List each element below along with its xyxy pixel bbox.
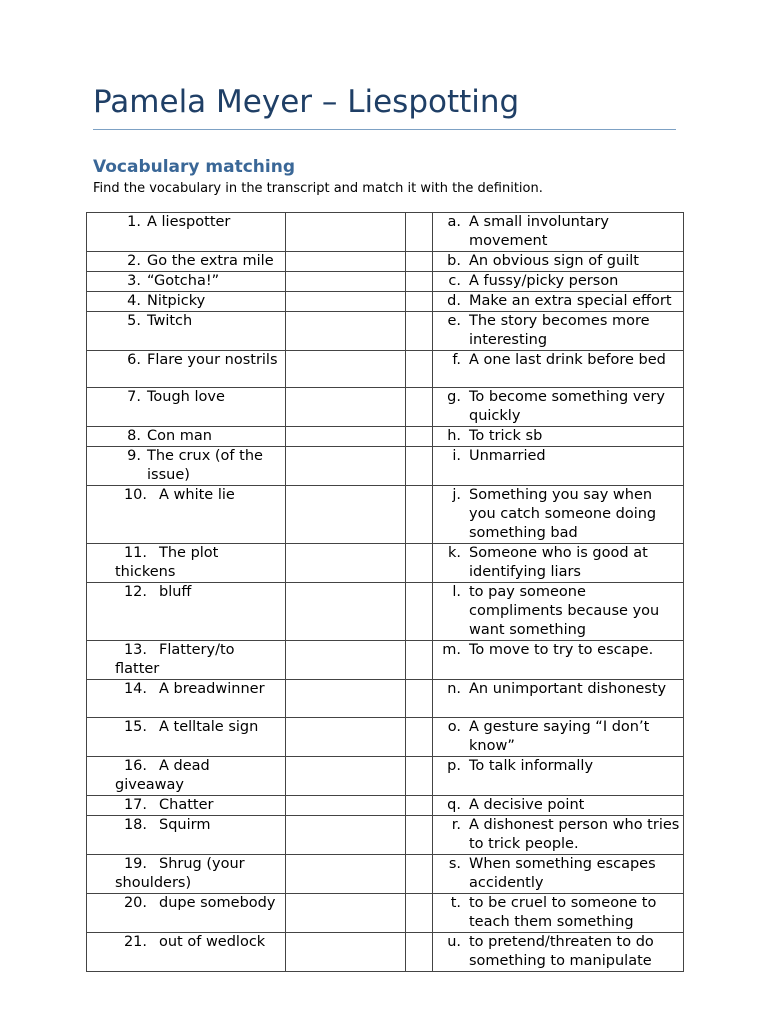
term-number: 2.	[127, 253, 141, 269]
table-row	[87, 757, 684, 796]
answer-cell[interactable]	[286, 933, 406, 972]
definition-letter: c.	[448, 273, 461, 289]
table-row	[87, 855, 684, 894]
table-row	[87, 933, 684, 972]
definition-text: Unmarried	[469, 448, 546, 464]
table-row	[87, 680, 684, 718]
definition-cell	[433, 213, 684, 252]
definition-text: A decisive point	[469, 797, 585, 813]
definition-text: To become something very quickly	[469, 389, 665, 424]
answer-cell[interactable]	[286, 855, 406, 894]
definition-text: Something you say when you catch someone doing something bad	[469, 487, 657, 541]
term-text: Chatter	[159, 797, 214, 813]
definition-cell	[433, 933, 684, 972]
table-row	[87, 312, 684, 351]
definition-letter: m.	[442, 642, 461, 658]
answer-cell[interactable]	[286, 718, 406, 757]
definition-letter: f.	[452, 352, 461, 368]
table-row	[87, 272, 684, 292]
term-number: 10.	[123, 487, 147, 503]
term-text: The crux (of the issue)	[147, 448, 263, 483]
spacer-cell	[406, 641, 433, 680]
instruction-text: Find the vocabulary in the transcript and match it with the definition.	[93, 181, 543, 196]
answer-cell[interactable]	[286, 894, 406, 933]
term-number: 17.	[123, 797, 147, 813]
definition-text: A small involuntary movement	[469, 214, 609, 249]
definition-text: To talk informally	[469, 758, 594, 774]
term-cell	[87, 544, 286, 583]
definition-text: To move to try to escape.	[469, 642, 654, 658]
definition-letter: u.	[447, 934, 461, 950]
answer-cell[interactable]	[286, 447, 406, 486]
spacer-cell	[406, 796, 433, 816]
definition-letter: j.	[452, 487, 461, 503]
term-number: 18.	[123, 817, 147, 833]
term-number: 21.	[123, 934, 147, 950]
definition-text: The story becomes more interesting	[469, 313, 650, 348]
table-row	[87, 388, 684, 427]
answer-cell[interactable]	[286, 252, 406, 272]
definition-letter: i.	[452, 448, 461, 464]
table-row	[87, 544, 684, 583]
term-number: 15.	[123, 719, 147, 735]
definition-cell	[433, 757, 684, 796]
definition-text: A fussy/picky person	[469, 273, 619, 289]
spacer-cell	[406, 351, 433, 388]
definition-letter: h.	[447, 428, 461, 444]
definition-letter: r.	[451, 817, 461, 833]
answer-cell[interactable]	[286, 816, 406, 855]
term-number: 16.	[123, 758, 147, 774]
term-number: 11.	[123, 545, 147, 561]
definition-letter: t.	[450, 895, 461, 911]
term-text: A telltale sign	[159, 719, 259, 735]
definition-cell	[433, 427, 684, 447]
term-text: Go the extra mile	[147, 253, 274, 269]
answer-cell[interactable]	[286, 680, 406, 718]
term-number: 6.	[127, 352, 141, 368]
spacer-cell	[406, 718, 433, 757]
definition-letter: a.	[447, 214, 461, 230]
definition-cell	[433, 583, 684, 641]
answer-cell[interactable]	[286, 312, 406, 351]
term-cell	[87, 757, 286, 796]
term-text: dupe somebody	[159, 895, 276, 911]
definition-cell	[433, 252, 684, 272]
term-number: 14.	[123, 681, 147, 697]
vocabulary-table	[86, 212, 684, 972]
term-cell	[87, 213, 286, 252]
table-row	[87, 427, 684, 447]
table-row	[87, 796, 684, 816]
term-cell	[87, 272, 286, 292]
definition-letter: n.	[447, 681, 461, 697]
definition-cell	[433, 894, 684, 933]
answer-cell[interactable]	[286, 796, 406, 816]
answer-cell[interactable]	[286, 388, 406, 427]
term-text: bluff	[159, 584, 192, 600]
answer-cell[interactable]	[286, 272, 406, 292]
term-number: 12.	[123, 584, 147, 600]
answer-cell[interactable]	[286, 757, 406, 796]
term-text: Tough love	[147, 389, 225, 405]
definition-cell	[433, 486, 684, 544]
definition-text: A dishonest person who tries to trick people.	[469, 817, 680, 852]
answer-cell[interactable]	[286, 427, 406, 447]
spacer-cell	[406, 427, 433, 447]
spacer-cell	[406, 933, 433, 972]
term-text: The plot thickens	[115, 545, 219, 580]
definition-text: to pay someone compliments because you want something	[469, 584, 660, 638]
definition-text: Someone who is good at identifying liars	[469, 545, 648, 580]
spacer-cell	[406, 388, 433, 427]
answer-cell[interactable]	[286, 641, 406, 680]
term-cell	[87, 312, 286, 351]
term-text: Flare your nostrils	[147, 352, 278, 368]
definition-text: Make an extra special effort	[469, 293, 672, 309]
term-cell	[87, 388, 286, 427]
definition-text: An unimportant dishonesty	[469, 681, 667, 697]
answer-cell[interactable]	[286, 486, 406, 544]
answer-cell[interactable]	[286, 351, 406, 388]
table-row	[87, 292, 684, 312]
section-heading: Vocabulary matching	[93, 157, 295, 177]
document-title: Pamela Meyer – Liespotting	[93, 84, 520, 120]
definition-cell	[433, 292, 684, 312]
term-cell	[87, 855, 286, 894]
definition-text: To trick sb	[469, 428, 543, 444]
definition-letter: q.	[447, 797, 461, 813]
table-row	[87, 816, 684, 855]
term-cell	[87, 894, 286, 933]
spacer-cell	[406, 583, 433, 641]
table-row	[87, 641, 684, 680]
table-row	[87, 351, 684, 388]
term-number: 9.	[127, 448, 141, 464]
term-text: Shrug (your shoulders)	[115, 856, 245, 891]
term-text: A dead giveaway	[115, 758, 210, 793]
term-cell	[87, 292, 286, 312]
table-row	[87, 894, 684, 933]
definition-letter: b.	[447, 253, 461, 269]
definition-letter: e.	[447, 313, 461, 329]
spacer-cell	[406, 894, 433, 933]
definition-cell	[433, 272, 684, 292]
spacer-cell	[406, 272, 433, 292]
definition-cell	[433, 447, 684, 486]
term-text: out of wedlock	[159, 934, 266, 950]
term-text: Twitch	[147, 313, 193, 329]
term-number: 1.	[127, 214, 141, 230]
definition-letter: g.	[447, 389, 461, 405]
definition-text: to be cruel to someone to teach them something	[469, 895, 657, 930]
term-cell	[87, 351, 286, 388]
term-cell	[87, 486, 286, 544]
answer-cell[interactable]	[286, 292, 406, 312]
term-text: “Gotcha!”	[147, 273, 220, 289]
term-number: 7.	[127, 389, 141, 405]
definition-letter: o.	[447, 719, 461, 735]
definition-cell	[433, 312, 684, 351]
definition-cell	[433, 796, 684, 816]
term-text: Con man	[147, 428, 212, 444]
term-cell	[87, 427, 286, 447]
answer-cell[interactable]	[286, 583, 406, 641]
definition-letter: p.	[447, 758, 461, 774]
definition-letter: d.	[447, 293, 461, 309]
spacer-cell	[406, 252, 433, 272]
definition-text: to pretend/threaten to do something to manipulate	[469, 934, 654, 969]
term-text: Nitpicky	[147, 293, 206, 309]
table-row	[87, 252, 684, 272]
definition-cell	[433, 718, 684, 757]
spacer-cell	[406, 680, 433, 718]
title-divider	[93, 129, 676, 130]
term-cell	[87, 816, 286, 855]
definition-cell	[433, 388, 684, 427]
spacer-cell	[406, 292, 433, 312]
definition-cell	[433, 680, 684, 718]
definition-cell	[433, 544, 684, 583]
table-row	[87, 486, 684, 544]
term-cell	[87, 680, 286, 718]
term-number: 3.	[127, 273, 141, 289]
spacer-cell	[406, 855, 433, 894]
definition-cell	[433, 855, 684, 894]
definition-text: When something escapes accidently	[469, 856, 656, 891]
definition-text: A gesture saying “I don’t know”	[469, 719, 650, 754]
answer-cell[interactable]	[286, 213, 406, 252]
spacer-cell	[406, 544, 433, 583]
term-text: Flattery/to flatter	[115, 642, 235, 677]
term-text: Squirm	[159, 817, 211, 833]
definition-cell	[433, 641, 684, 680]
term-cell	[87, 718, 286, 757]
answer-cell[interactable]	[286, 544, 406, 583]
spacer-cell	[406, 213, 433, 252]
term-text: A breadwinner	[159, 681, 265, 697]
spacer-cell	[406, 757, 433, 796]
term-cell	[87, 933, 286, 972]
table-row	[87, 583, 684, 641]
definition-letter: k.	[447, 545, 461, 561]
definition-letter: s.	[448, 856, 461, 872]
term-cell	[87, 796, 286, 816]
definition-letter: l.	[452, 584, 461, 600]
spacer-cell	[406, 312, 433, 351]
term-text: A liespotter	[147, 214, 231, 230]
definition-cell	[433, 816, 684, 855]
spacer-cell	[406, 816, 433, 855]
term-cell	[87, 583, 286, 641]
definition-text: An obvious sign of guilt	[469, 253, 639, 269]
term-cell	[87, 252, 286, 272]
term-number: 13.	[123, 642, 147, 658]
spacer-cell	[406, 486, 433, 544]
term-cell	[87, 447, 286, 486]
table-row	[87, 718, 684, 757]
term-number: 5.	[127, 313, 141, 329]
term-number: 8.	[127, 428, 141, 444]
definition-text: A one last drink before bed	[469, 352, 666, 368]
table-row	[87, 447, 684, 486]
spacer-cell	[406, 447, 433, 486]
table-row	[87, 213, 684, 252]
term-number: 4.	[127, 293, 141, 309]
term-number: 20.	[123, 895, 147, 911]
definition-cell	[433, 351, 684, 388]
term-cell	[87, 641, 286, 680]
term-text: A white lie	[159, 487, 235, 503]
term-number: 19.	[123, 856, 147, 872]
